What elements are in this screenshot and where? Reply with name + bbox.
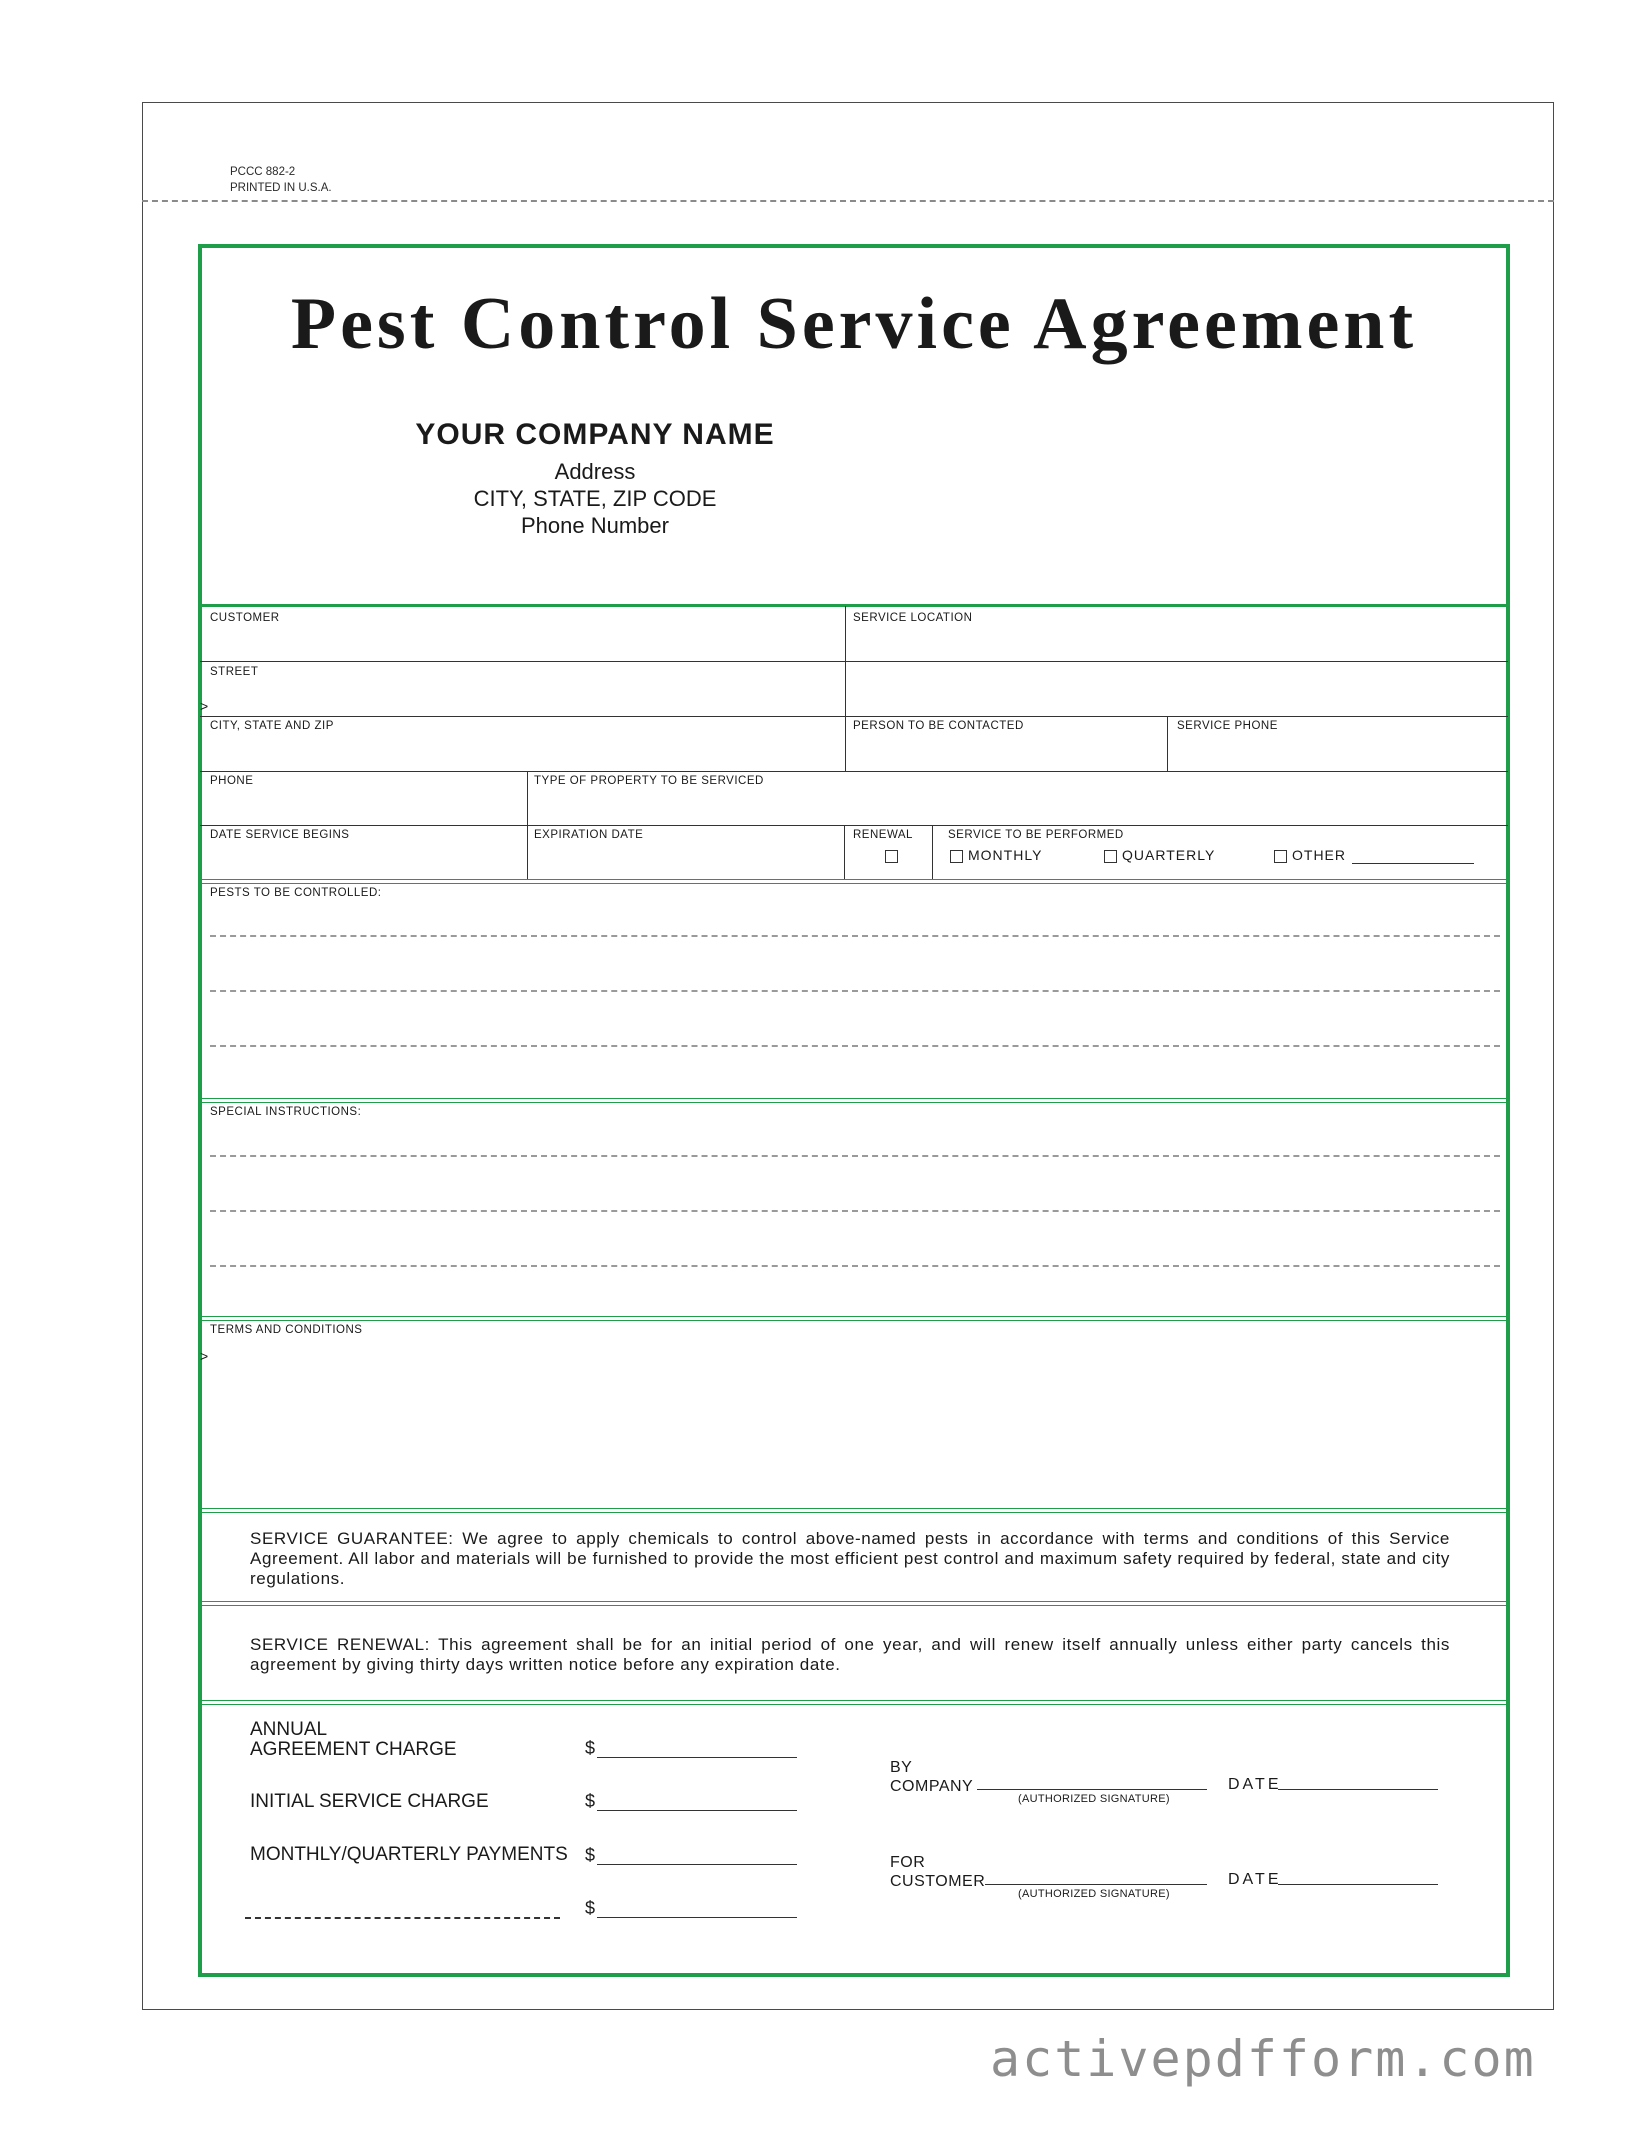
payments-label: MONTHLY/QUARTERLY PAYMENTS xyxy=(250,1844,568,1865)
company-date-line[interactable] xyxy=(1278,1789,1438,1790)
service-renewal-text: SERVICE RENEWAL: This agreement shall be for an initial period of one year, and will renew itself annually unless either party cancels this agreement by giving thirty days written notice before any expiration date. xyxy=(250,1635,1450,1674)
section-divider xyxy=(198,1320,1510,1321)
row-divider xyxy=(200,716,1508,717)
company-address: Address xyxy=(554,459,636,484)
section-divider xyxy=(198,1704,1510,1705)
other-checkbox[interactable] xyxy=(1274,850,1287,863)
renewal-label: RENEWAL xyxy=(853,829,913,841)
print-code xyxy=(230,164,332,196)
renewal-checkbox[interactable] xyxy=(885,850,898,863)
company-date-label: DATE xyxy=(1228,1776,1282,1793)
print-code-number: PCCC 882-2 xyxy=(230,166,296,178)
header-divider xyxy=(198,604,1510,607)
company-authorized-signature-label: (AUTHORIZED SIGNATURE) xyxy=(1018,1793,1170,1805)
column-divider xyxy=(844,825,845,879)
section-divider xyxy=(198,1700,1510,1701)
section-divider xyxy=(198,1601,1510,1602)
person-to-be-contacted-label: PERSON TO BE CONTACTED xyxy=(853,720,1024,732)
monthly-checkbox[interactable] xyxy=(950,850,963,863)
customer-label: CUSTOMER xyxy=(210,612,280,624)
currency-symbol: $ xyxy=(585,1898,596,1918)
pests-line-2[interactable] xyxy=(210,990,1500,992)
customer-signature-line[interactable] xyxy=(985,1884,1207,1885)
street-label: STREET xyxy=(210,666,259,678)
instructions-line-2[interactable] xyxy=(210,1210,1500,1212)
service-guarantee-text: SERVICE GUARANTEE: We agree to apply chemicals to control above-named pests in accordance with terms and conditions of this Service Agreement. All labor and materials will be furnished to provide the most efficient pest control and maximum safety required by federal, state and city regulations. xyxy=(250,1529,1450,1588)
row-divider xyxy=(200,825,1508,826)
company-block xyxy=(330,418,860,539)
section-divider xyxy=(198,883,1510,884)
pests-line-1[interactable] xyxy=(210,935,1500,937)
annual-charge-label xyxy=(250,1720,457,1760)
phone-label: PHONE xyxy=(210,775,254,787)
other-option-label: OTHER xyxy=(1292,847,1346,863)
annual-label: ANNUAL xyxy=(250,1719,328,1740)
currency-symbol: $ xyxy=(585,1791,596,1811)
customer-label-sig: CUSTOMER xyxy=(890,1873,986,1890)
expiration-date-label: EXPIRATION DATE xyxy=(534,829,644,841)
section-divider xyxy=(198,1316,1510,1317)
service-location-label: SERVICE LOCATION xyxy=(853,612,973,624)
row-divider xyxy=(200,661,1508,662)
payments-input[interactable] xyxy=(597,1864,797,1865)
customer-signature-label xyxy=(890,1853,985,1891)
special-instructions-label: SPECIAL INSTRUCTIONS: xyxy=(210,1106,362,1118)
pests-line-3[interactable] xyxy=(210,1045,1500,1047)
company-label: COMPANY xyxy=(890,1778,974,1795)
column-divider xyxy=(845,606,846,772)
monthly-option-label: MONTHLY xyxy=(968,847,1043,863)
company-phone: Phone Number xyxy=(521,513,669,538)
currency-symbol: $ xyxy=(585,1738,596,1758)
pests-label: PESTS TO BE CONTROLLED: xyxy=(210,887,382,899)
instructions-line-1[interactable] xyxy=(210,1155,1500,1157)
company-signature-line[interactable] xyxy=(977,1789,1207,1790)
for-label: FOR xyxy=(890,1854,926,1871)
by-label: BY xyxy=(890,1759,913,1776)
customer-authorized-signature-label: (AUTHORIZED SIGNATURE) xyxy=(1018,1888,1170,1900)
custom-charge-input[interactable] xyxy=(597,1917,797,1918)
column-divider xyxy=(1167,716,1168,772)
city-state-zip-label: CITY, STATE AND ZIP xyxy=(210,720,334,732)
terms-label: TERMS AND CONDITIONS xyxy=(210,1324,363,1336)
initial-service-charge-label: INITIAL SERVICE CHARGE xyxy=(250,1791,489,1812)
type-of-property-label: TYPE OF PROPERTY TO BE SERVICED xyxy=(534,775,764,787)
quarterly-checkbox[interactable] xyxy=(1104,850,1117,863)
annual-charge-input[interactable] xyxy=(597,1757,797,1758)
customer-date-label: DATE xyxy=(1228,1871,1282,1888)
customer-date-line[interactable] xyxy=(1278,1884,1438,1885)
currency-symbol: $ xyxy=(585,1845,596,1865)
service-to-be-performed-label: SERVICE TO BE PERFORMED xyxy=(948,829,1124,841)
date-service-begins-label: DATE SERVICE BEGINS xyxy=(210,829,350,841)
column-divider xyxy=(932,825,933,879)
watermark: activepdfform.com xyxy=(990,2030,1536,2088)
company-name: YOUR COMPANY NAME xyxy=(415,418,775,451)
other-input-line[interactable] xyxy=(1352,863,1474,864)
quarterly-option-label: QUARTERLY xyxy=(1122,847,1216,863)
section-divider xyxy=(198,879,1510,880)
company-city-state-zip: CITY, STATE, ZIP CODE xyxy=(473,486,717,511)
printed-in-label: PRINTED IN U.S.A. xyxy=(230,182,332,194)
form-title: Pest Control Service Agreement xyxy=(290,283,1418,365)
initial-charge-input[interactable] xyxy=(597,1810,797,1811)
perforation-line xyxy=(142,200,1554,202)
custom-charge-label-line[interactable] xyxy=(245,1917,560,1919)
agreement-charge-label: AGREEMENT CHARGE xyxy=(250,1739,457,1760)
section-divider xyxy=(198,1605,1510,1606)
section-divider xyxy=(198,1508,1510,1509)
company-signature-label xyxy=(890,1758,973,1796)
section-divider xyxy=(198,1512,1510,1513)
instructions-line-3[interactable] xyxy=(210,1265,1500,1267)
row-divider xyxy=(200,771,1508,772)
service-phone-label: SERVICE PHONE xyxy=(1177,720,1278,732)
street-arrow: > xyxy=(200,698,209,714)
section-divider xyxy=(198,1098,1510,1099)
section-divider xyxy=(198,1102,1510,1103)
terms-arrow: > xyxy=(200,1348,209,1364)
